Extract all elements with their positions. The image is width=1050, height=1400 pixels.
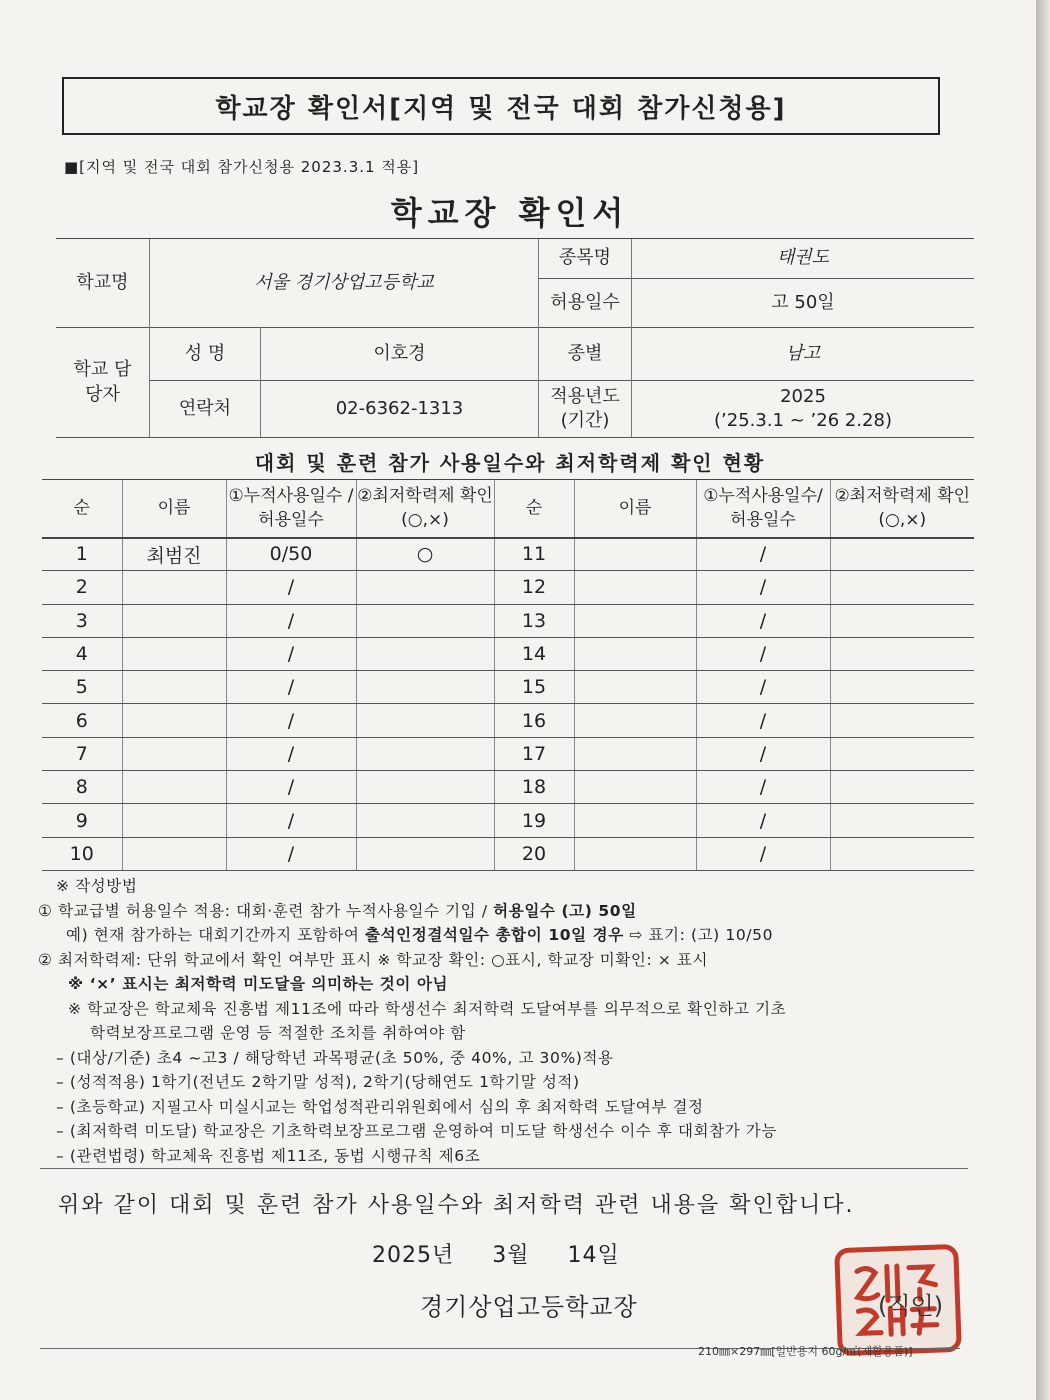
- row-name-2: [574, 604, 696, 637]
- row-name: [122, 771, 226, 804]
- row-no: 2: [42, 571, 122, 604]
- row-name: [122, 704, 226, 737]
- detail-5: – (관련법령) 학교체육 진흥법 제11조, 동법 시행규칙 제6조: [56, 1146, 481, 1165]
- row-days-2: /: [696, 837, 830, 870]
- row-days: /: [226, 571, 356, 604]
- section-title: 대회 및 훈련 참가 사용일수와 최저학력제 확인 현황: [254, 451, 766, 475]
- row-days: /: [226, 771, 356, 804]
- issue-date: [372, 1238, 620, 1269]
- row-name-2: [574, 771, 696, 804]
- row-name: 최범진: [122, 538, 226, 571]
- row-no-2: 17: [494, 737, 574, 770]
- row-no-2: 12: [494, 571, 574, 604]
- header-name: 이름: [122, 480, 226, 538]
- category-value: 남고: [785, 342, 821, 364]
- year-value: 2025: [780, 385, 826, 407]
- row-no: 6: [42, 704, 122, 737]
- seal-label: (직인): [878, 1292, 944, 1320]
- row-name-2: [574, 704, 696, 737]
- row-check: [356, 737, 494, 770]
- sport-label: 종목명: [558, 247, 612, 269]
- row-name: [122, 571, 226, 604]
- row-check: [356, 671, 494, 704]
- row-check-2: [830, 637, 974, 670]
- row-days-2: /: [696, 804, 830, 837]
- row-no: 4: [42, 637, 122, 670]
- table-row: [42, 737, 974, 770]
- row-days: /: [226, 637, 356, 670]
- note-1-example: [38, 923, 978, 948]
- table-row: [42, 704, 974, 737]
- table-row: [42, 571, 974, 604]
- detail-2: – (성적적용) 1학기(전년도 2학기말 성적), 2학기(당해연도 1학기말 성적): [56, 1073, 580, 1091]
- row-check: [356, 837, 494, 870]
- header-days: ①누적사용일수 /허용일수: [226, 480, 356, 538]
- roster-header-row: [42, 480, 974, 538]
- contact-value: 02-6362-1313: [335, 397, 464, 419]
- background-edge: [1036, 0, 1050, 1400]
- roster-table: [42, 479, 974, 871]
- row-days-2: /: [696, 737, 830, 770]
- note-1-example-text: 예) 현재 참가하는 대회기간까지 포함하여: [66, 926, 366, 944]
- note-1-example-tail: ⇨ 표기: (고) 10/50: [623, 926, 774, 944]
- year-cell: [632, 381, 974, 437]
- principal-title: 경기상업고등학교장: [420, 1293, 638, 1321]
- category-label: 종별: [567, 342, 603, 364]
- note-3: [38, 972, 978, 997]
- name-value: 이호경: [373, 342, 426, 364]
- row-days: /: [226, 704, 356, 737]
- instructions: [38, 874, 978, 1168]
- row-days: /: [226, 604, 356, 637]
- row-days: /: [226, 804, 356, 837]
- row-check-2: [830, 771, 974, 804]
- note-4b: 학력보장프로그램 운영 등 적절한 조치를 취하여야 함: [90, 1024, 466, 1042]
- row-check-2: [830, 837, 974, 870]
- row-no-2: 16: [494, 704, 574, 737]
- row-no: 7: [42, 737, 122, 770]
- row-days-2: /: [696, 538, 830, 571]
- row-name: [122, 671, 226, 704]
- row-check-2: [830, 804, 974, 837]
- row-no-2: 20: [494, 837, 574, 870]
- row-no: 5: [42, 671, 122, 704]
- form-subnote: ■[지역 및 전국 대회 참가신청용 2023.3.1 적용]: [64, 158, 420, 176]
- row-no-2: 14: [494, 637, 574, 670]
- header-days-2: ①누적사용일수/ 허용일수: [696, 480, 830, 538]
- note-1-example-bold: 출석인정결석일수 총합이 10일 경우: [365, 926, 624, 944]
- header-no: 순: [42, 480, 122, 538]
- row-no: 3: [42, 604, 122, 637]
- row-name-2: [574, 837, 696, 870]
- row-check: [356, 637, 494, 670]
- row-days: /: [226, 837, 356, 870]
- notes-heading: ※ 작성방법: [56, 877, 138, 895]
- header-name-2: 이름: [574, 480, 696, 538]
- row-days-2: /: [696, 604, 830, 637]
- sport-value: 태권도: [776, 247, 830, 269]
- note-3-bold: ※ ‘×’ 표시는 최저학력 미도달을 의미하는 것이 아님: [68, 975, 449, 993]
- row-name-2: [574, 737, 696, 770]
- note-1: [38, 899, 978, 924]
- row-name-2: [574, 538, 696, 571]
- row-days-2: /: [696, 571, 830, 604]
- row-check: [356, 771, 494, 804]
- allowed-days-label: 허용일수: [550, 291, 620, 313]
- table-row: [42, 804, 974, 837]
- row-name-2: [574, 671, 696, 704]
- row-no: 9: [42, 804, 122, 837]
- school-name-value: 서울 경기상업고등학교: [254, 271, 434, 293]
- header-check: ②최저학력제 확인(○,×): [356, 480, 494, 538]
- row-no-2: 13: [494, 604, 574, 637]
- date-day: 14일: [567, 1243, 620, 1268]
- row-days: /: [226, 671, 356, 704]
- row-check: [356, 704, 494, 737]
- table-row: [42, 771, 974, 804]
- row-check-2: [830, 737, 974, 770]
- paper-spec: 210㎜×297㎜[일반용지 60g/㎡(재활용품)]: [698, 1345, 913, 1358]
- row-no: 10: [42, 837, 122, 870]
- row-name-2: [574, 571, 696, 604]
- row-no-2: 19: [494, 804, 574, 837]
- row-name-2: [574, 637, 696, 670]
- note-4a: ※ 학교장은 학교체육 진흥법 제11조에 따라 학생선수 최저학력 도달여부를 의무적으로 확인하고 기초: [68, 999, 787, 1018]
- date-year: 2025년: [372, 1243, 455, 1268]
- header-no-2: 순: [494, 480, 574, 538]
- name-label: 성 명: [184, 342, 226, 364]
- row-no: 8: [42, 771, 122, 804]
- row-no-2: 11: [494, 538, 574, 571]
- note-1-text: ① 학교급별 허용일수 적용: 대회·훈련 참가 누적사용일수 기입 /: [38, 901, 494, 920]
- table-row: [42, 538, 974, 571]
- row-days-2: /: [696, 704, 830, 737]
- row-no: 1: [42, 538, 122, 571]
- row-name: [122, 804, 226, 837]
- year-label: 적용년도 (기간): [550, 385, 620, 431]
- detail-4: – (최저학력 미도달) 학교장은 기초학력보장프로그램 운영하여 미도달 학생선수 이수 후 대회참가 가능: [56, 1122, 777, 1140]
- row-name-2: [574, 804, 696, 837]
- row-name: [122, 604, 226, 637]
- note-2: ② 최저학력제: 단위 학교에서 확인 여부만 표시 ※ 학교장 확인: ○표시, 학교장 미확인: × 표시: [38, 950, 709, 969]
- row-days-2: /: [696, 671, 830, 704]
- row-check-2: [830, 671, 974, 704]
- row-days: 0/50: [226, 538, 356, 571]
- contact-label: 연락처: [178, 397, 232, 419]
- school-info-table: [56, 238, 974, 439]
- row-check-2: [830, 604, 974, 637]
- row-check-2: [830, 704, 974, 737]
- date-month: 3월: [492, 1243, 530, 1268]
- detail-1: – (대상/기준) 초4 ~고3 / 해당학년 과목평균(초 50%, 중 40%, 고 30%)적용: [56, 1048, 614, 1067]
- detail-3: – (초등학교) 지필고사 미실시교는 학업성적관리위원회에서 심의 후 최저학력 도달여부 결정: [56, 1097, 704, 1116]
- row-check: [356, 804, 494, 837]
- table-row: [42, 671, 974, 704]
- banner-title: 학교장 확인서[지역 및 전국 대회 참가신청용]: [62, 77, 940, 135]
- table-row: [42, 604, 974, 637]
- allowed-days-value: 고 50일: [771, 291, 835, 313]
- row-check-2: [830, 571, 974, 604]
- note-1-bold: 허용일수 (고) 50일: [493, 901, 637, 920]
- period-value: (’25.3.1 ~ ’26 2.28): [714, 410, 892, 431]
- row-no-2: 15: [494, 671, 574, 704]
- row-days: /: [226, 737, 356, 770]
- row-no-2: 18: [494, 771, 574, 804]
- document-title: 학교장 확인서: [390, 194, 630, 232]
- row-name: [122, 837, 226, 870]
- staff-label: 학교 담당자: [73, 359, 132, 405]
- row-check: [356, 571, 494, 604]
- notes-divider: [40, 1168, 968, 1169]
- school-name-label: 학교명: [76, 271, 129, 293]
- row-days-2: /: [696, 771, 830, 804]
- confirmation-statement: 위와 같이 대회 및 훈련 참가 사용일수와 최저학력 관련 내용을 확인합니다.: [58, 1193, 855, 1218]
- header-check-2: ②최저학력제 확인(○,×): [830, 480, 974, 538]
- row-check: [356, 604, 494, 637]
- table-row: [42, 637, 974, 670]
- row-check-2: [830, 538, 974, 571]
- row-check: ○: [356, 538, 494, 571]
- row-name: [122, 637, 226, 670]
- row-days-2: /: [696, 637, 830, 670]
- row-name: [122, 737, 226, 770]
- table-row: [42, 837, 974, 870]
